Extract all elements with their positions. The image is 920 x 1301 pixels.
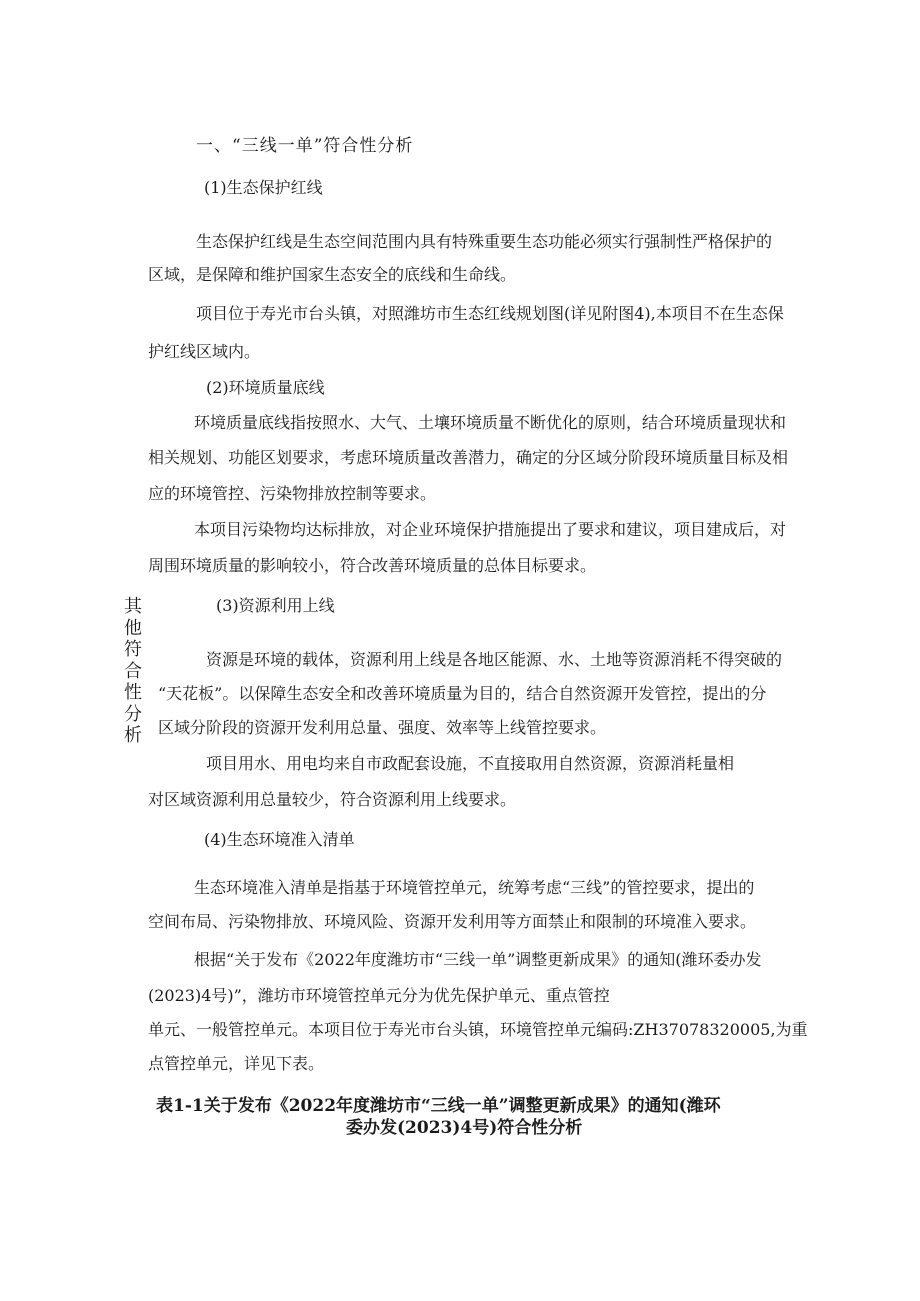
subsection-title: (2)环境质量底线 [206, 378, 325, 397]
paragraph-line: 环境质量底线指按照水、大气、土壤环境质量不断优化的原则，结合环境质量现状和 [194, 413, 787, 432]
section-heading: 一、“三线一单”符合性分析 [196, 136, 414, 156]
subsection-title: (3)资源利用上线 [216, 596, 335, 615]
side-label: 其他符合性分析 [124, 596, 142, 746]
paragraph-line: 相关规划、功能区划要求，考虑环境质量改善潜力，确定的分区域分阶段环境质量目标及相 [148, 448, 789, 467]
paragraph-line: 周围环境质量的影响较小，符合改善环境质量的总体目标要求。 [148, 556, 597, 575]
subsection-title: (4)生态环境准入清单 [204, 830, 355, 849]
paragraph-line: 项目位于寿光市台头镇，对照潍坊市生态红线规划图(详见附图4),本项目不在生态保 [196, 304, 784, 323]
paragraph-line: 区域分阶段的资源开发利用总量、强度、效率等上线管控要求。 [158, 718, 607, 737]
paragraph-line: 区域，是保障和维护国家生态安全的底线和生命线。 [148, 265, 517, 284]
paragraph-line: 应的环境管控、污染物排放控制等要求。 [148, 484, 437, 503]
paragraph-line: 资源是环境的载体，资源利用上线是各地区能源、水、土地等资源消耗不得突破的 [206, 650, 783, 669]
paragraph-line: 护红线区域内。 [148, 342, 261, 361]
paragraph-line: 项目用水、用电均来自市政配套设施，不直接取用自然资源，资源消耗量相 [206, 754, 735, 773]
subsection-title: (1)生态保护红线 [204, 178, 323, 197]
paragraph-line: 单元、一般管控单元。本项目位于寿光市台头镇，环境管控单元编码:ZH37078320005,为重 [148, 1020, 808, 1039]
paragraph-line: 本项目污染物均达标排放，对企业环境保护措施提出了要求和建议，项目建成后，对 [194, 520, 787, 539]
paragraph-line: “天花板”。以保障生态安全和改善环境质量为目的，结合自然资源开发管控，提出的分 [158, 684, 767, 703]
paragraph-line: (2023)4号)”，潍坊市环境管控单元分为优先保护单元、重点管控 [148, 986, 610, 1005]
table-caption-line: 委办发(2023)4号)符合性分析 [346, 1118, 583, 1138]
paragraph-line: 点管控单元，详见下表。 [148, 1054, 325, 1073]
paragraph-line: 空间布局、污染物排放、环境风险、资源开发利用等方面禁止和限制的环境准入要求。 [148, 912, 757, 931]
paragraph-line: 生态环境准入清单是指基于环境管控单元，统筹考虑“三线”的管控要求，提出的 [194, 878, 755, 897]
paragraph-line: 对区域资源利用总量较少，符合资源利用上线要求。 [148, 790, 517, 809]
paragraph-line: 根据“关于发布《2022年度潍坊市“三线一单”调整更新成果》的通知(潍环委办发 [194, 950, 762, 969]
table-caption-line: 表1-1关于发布《2022年度潍坊市“三线一单”调整更新成果》的通知(潍环 [156, 1096, 721, 1116]
paragraph-line: 生态保护红线是生态空间范围内具有特殊重要生态功能必须实行强制性严格保护的 [196, 232, 773, 251]
